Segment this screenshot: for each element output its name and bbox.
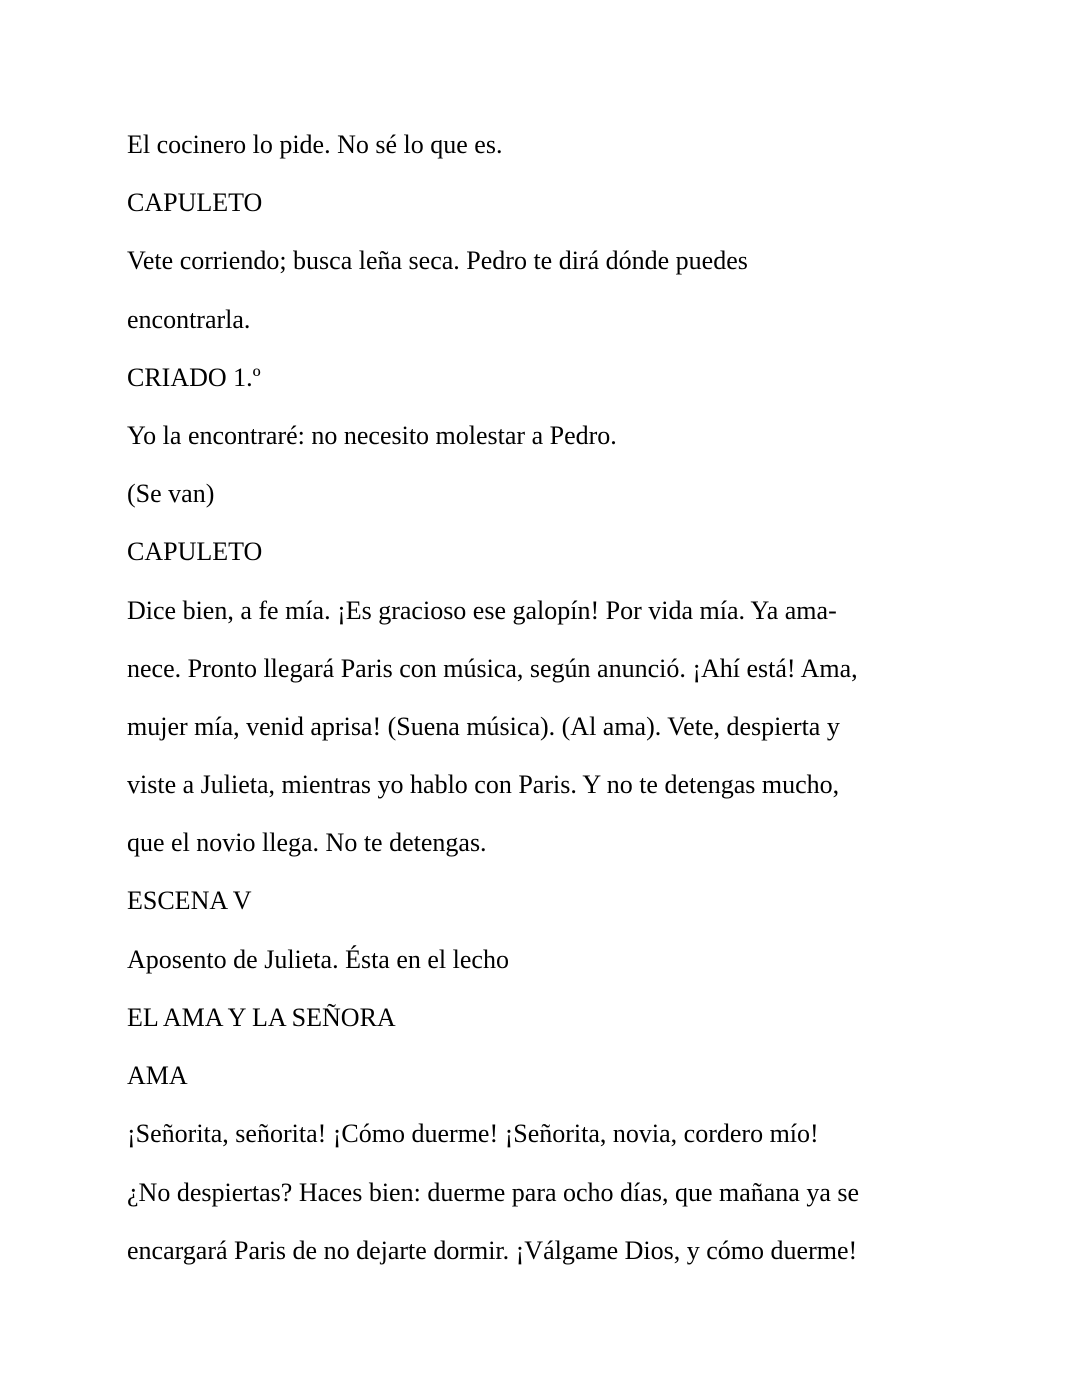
stage-direction: (Se van) xyxy=(127,479,215,508)
text-line: encontrarla. xyxy=(127,305,251,334)
text-line: El cocinero lo pide. No sé lo que es. xyxy=(127,130,503,159)
text-line: que el novio llega. No te detengas. xyxy=(127,828,487,857)
scene-heading: ESCENA V xyxy=(127,886,252,915)
text-line: ¡Señorita, señorita! ¡Cómo duerme! ¡Señorita, novia, cordero mío! xyxy=(127,1119,819,1148)
text-line: mujer mía, venid aprisa! (Suena música). (Al ama). Vete, despierta y xyxy=(127,712,840,741)
speaker-name: CRIADO 1.º xyxy=(127,363,261,392)
text-line: viste a Julieta, mientras yo hablo con Paris. Y no te detengas mucho, xyxy=(127,770,840,799)
stage-direction: Aposento de Julieta. Ésta en el lecho xyxy=(127,945,509,974)
speaker-name: AMA xyxy=(127,1061,188,1090)
text-line: Vete corriendo; busca leña seca. Pedro te dirá dónde puedes xyxy=(127,246,748,275)
text-line: Yo la encontraré: no necesito molestar a Pedro. xyxy=(127,421,617,450)
text-line: Dice bien, a fe mía. ¡Es gracioso ese galopín! Por vida mía. Ya ama- xyxy=(127,596,837,625)
text-line: encargará Paris de no dejarte dormir. ¡Válgame Dios, y cómo duerme! xyxy=(127,1236,858,1265)
character-list: EL AMA Y LA SEÑORA xyxy=(127,1003,396,1032)
speaker-name: CAPULETO xyxy=(127,537,263,566)
text-line: ¿No despiertas? Haces bien: duerme para ocho días, que mañana ya se xyxy=(127,1178,860,1207)
speaker-name: CAPULETO xyxy=(127,188,263,217)
text-line: nece. Pronto llegará Paris con música, según anunció. ¡Ahí está! Ama, xyxy=(127,654,858,683)
